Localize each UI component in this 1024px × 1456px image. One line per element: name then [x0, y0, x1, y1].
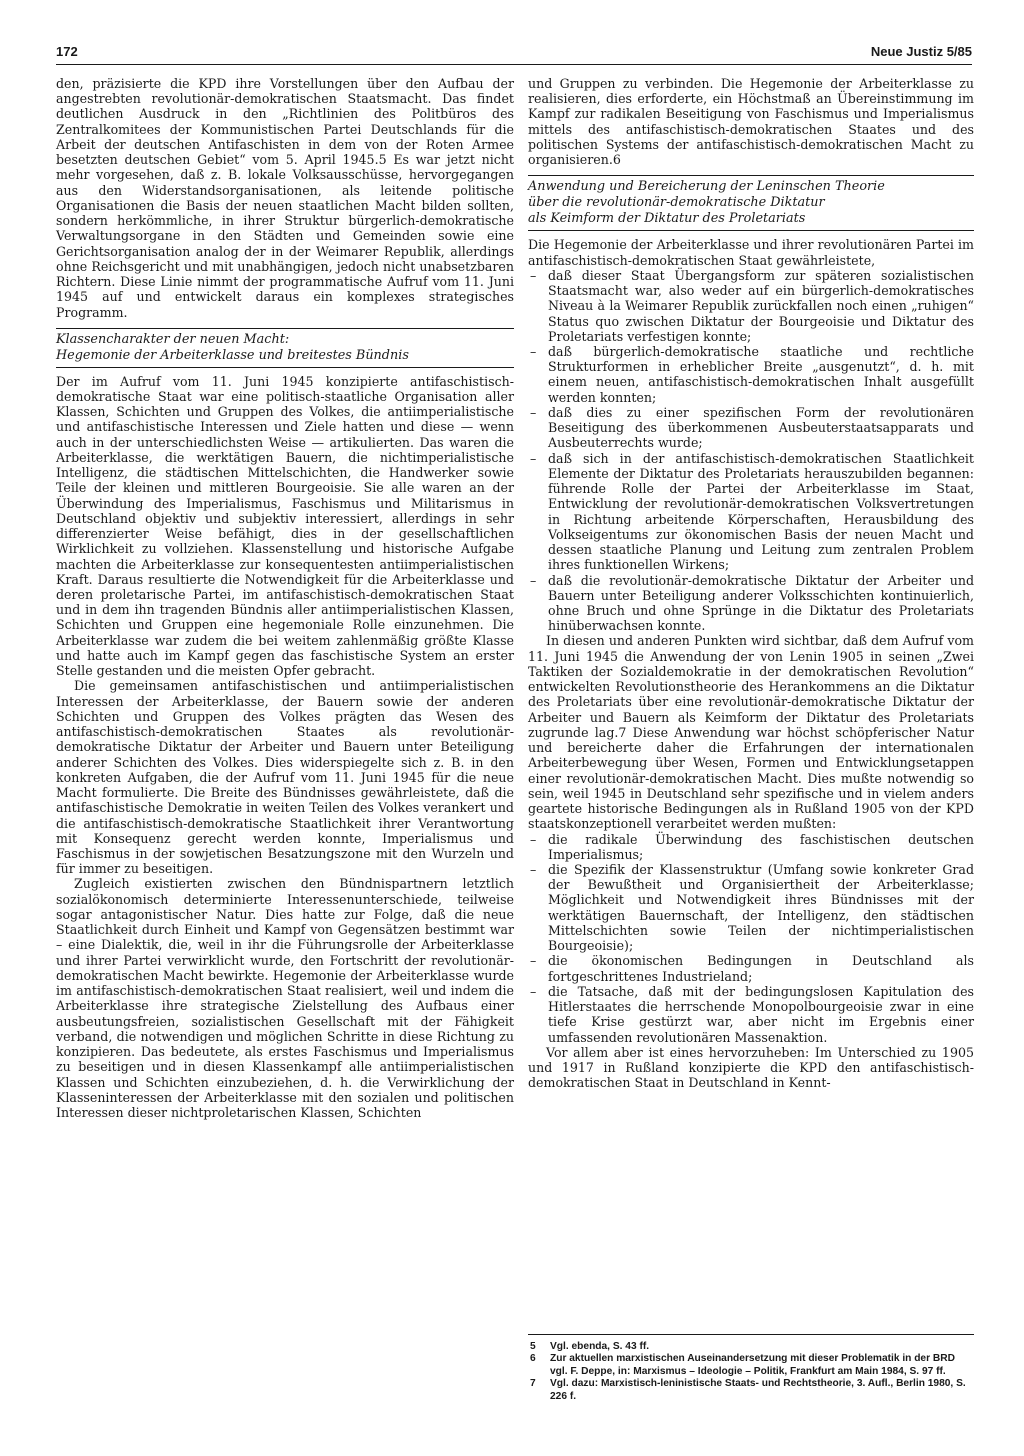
footnote-number: 7 — [530, 1378, 536, 1390]
heading-line: Klassencharakter der neuen Macht: — [56, 331, 290, 347]
list-item: – daß die revolutionär-demokratische Diktatur der Arbeiter und Bauern unter Beteiligung anderer Volksschichten kontinuierlich, ohne Bruch und ohne Sprünge in die Diktatur des Proletariats hinüberwachsen konnte. — [528, 573, 974, 634]
list-item: – daß dies zu einer spezifischen Form der revolutionären Beseitigung des überkommenen Ausbeuterstaatsapparats und Ausbeuterrechts wurde; — [528, 405, 974, 451]
list-item: – daß dieser Staat Übergangsform zur späteren sozialistischen Staatsmacht war, also weder auf ein bürgerlich-demokratisches Niveau à la Weimarer Republik zurückfallen noch einen „ruhigen“ Status quo zwischen Diktatur der Bourgeoisie und Diktatur des Proletariats verfestigen konnte; — [528, 268, 974, 344]
list-item: – die Spezifik der Klassenstruktur (Umfang sowie konkreter Grad der Bewußtheit und Organisiertheit der Arbeiterklasse; Möglichkeit und Notwendigkeit ihres Bündnisses mit der werktätigen Bauernschaft, der Intelligenz, den städtischen Mittelschichten sowie Teilen der nichtimperialistischen Bourgeoisie); — [528, 862, 974, 953]
journal-issue: Neue Justiz 5/85 — [870, 44, 972, 59]
list-item: – daß bürgerlich-demokratische staatliche und rechtliche Strukturformen in erheblicher Breite „ausgenutzt“, d. h. mit einem neuen, antifaschistisch-demokratischen Inhalt ausgefüllt werden konnten; — [528, 344, 974, 405]
page-header — [56, 42, 972, 65]
footnote-number: 6 — [530, 1353, 536, 1365]
heading-line: über die revolutionär-demokratische Diktatur — [528, 195, 825, 211]
section-heading — [528, 175, 974, 231]
footnote-text: Vgl. ebenda, S. 43 ff. — [550, 1341, 650, 1352]
section-heading — [56, 328, 514, 368]
right-column — [528, 76, 974, 1090]
footnote — [528, 1341, 974, 1353]
paragraph: In diesen und anderen Punkten wird sichtbar, daß dem Aufruf vom 11. Juni 1945 die Anwendung der von Lenin 1905 in seinen „Zwei Taktiken der Sozialdemokratie in der demokratischen Revolution“ entwickelten Revolutionstheorie des Herankommens an die Diktatur des Proletariats über eine revolutionär-demokratische Diktatur der Arbeiter und Bauern als Keimform der Diktatur des Proletariats zugrunde lag.7 Diese Anwendung war höchst schöpferischer Natur und bereicherte daher die Erfahrungen der internationalen Arbeiterbewegung über Wesen, Formen und Entwicklungsetappen einer revolutionär-demokratischen Macht. Dies mußte notwendig so sein, weil 1945 in Deutschland sehr spezifische und in vielem anders geartete historische Bedingungen als in Rußland 1905 von der KPD staatskonzeptionell verarbeitet werden mußten: — [528, 633, 974, 832]
footnote — [528, 1378, 974, 1403]
list-item: – daß sich in der antifaschistisch-demokratischen Staatlichkeit Elemente der Diktatur des Proletariats herauszubilden begannen: führende Rolle der Partei der Arbeiterklasse im Staat, Entwicklung der revolutionär-demokratischen Volksvertretungen in Richtung arbeitende Körperschaften, Herausbildung des Volkseigentums zur ökonomischen Basis der neuen Macht und dessen staatliche Planung und Leitung zum zentralen Problem ihres funktionellen Wirkens; — [528, 451, 974, 573]
left-column — [56, 76, 514, 1120]
footnotes — [528, 1334, 974, 1403]
dash-list — [528, 832, 974, 1045]
paragraph: Die Hegemonie der Arbeiterklasse und ihrer revolutionären Partei im antifaschistisch-demokratischen Staat gewährleistete, — [528, 237, 974, 268]
page-number: 172 — [56, 44, 78, 59]
list-item: – die Tatsache, daß mit der bedingungslosen Kapitulation des Hitlerstaates die herrschende Monopolbourgeoisie zwar in eine tiefe Krise gestürzt war, aber nicht im Ergebnis einer umfassenden revolutionären Massenaktion. — [528, 984, 974, 1045]
list-item: – die ökonomischen Bedingungen in Deutschland als fortgeschrittenes Industrieland; — [528, 953, 974, 983]
heading-line: Hegemonie der Arbeiterklasse und breitestes Bündnis — [56, 347, 409, 363]
footnote-number: 5 — [530, 1341, 536, 1352]
list-item: – die radikale Überwindung des faschistischen deutschen Imperialismus; — [528, 832, 974, 862]
paragraph: Der im Aufruf vom 11. Juni 1945 konzipierte antifaschistisch-demokratische Staat war eine politisch-staatliche Organisation aller Klassen, Schichten und Gruppen des Volkes, die antiimperialistische und antifaschistische Interessen und Ziele hatten und diese — wenn auch in der unterschiedlichsten Weise — artikulierten. Das waren die Arbeiterklasse, die werktätigen Bauern, die nichtimperialistische Intelligenz, die städtischen Mittelschichten, die Handwerker sowie Teile der kleinen und mittleren Bourgeoisie. Sie alle waren an der Überwindung des Imperialismus, Faschismus und Militarismus in Deutschland objektiv und subjektiv interessiert, allerdings in sehr differenzierter Weise befähigt, dies in der gesellschaftlichen Wirklichkeit zu vollziehen. Klassenstellung und historische Aufgabe machten die Arbeiterklasse zur konsequentesten antiimperialistischen Kraft. Daraus resultierte die Notwendigkeit für die Arbeiterklasse und deren proletarische Partei, im antifaschistisch-demokratischen Staat und in dem ihn tragenden Bündnis aller antiimperialistischen Klassen, Schichten und Gruppen eine hegemoniale Rolle einzunehmen. Die Arbeiterklasse war zudem die bei weitem zahlenmäßig größte Klasse und hatte auch im Kampf gegen das faschistische System an erster Stelle gestanden und die meisten Opfer gebracht. — [56, 373, 514, 679]
dash-list — [528, 268, 974, 634]
paragraph: und Gruppen zu verbinden. Die Hegemonie der Arbeiterklasse zu realisieren, dies erforderte, ein Höchstmaß an Übereinstimmung im Kampf zur radikalen Beseitigung von Faschismus und Imperialismus mittels des antifaschistisch-demokratischen Staates und des politischen Systems der antifaschistisch-demokratischen Macht zu organisieren.6 — [528, 76, 974, 168]
paragraph: Zugleich existierten zwischen den Bündnispartnern letztlich sozialökonomisch determinierte Interessenunterschiede, teilweise sogar antagonistischer Natur. Dies hatte zur Folge, daß die neue Staatlichkeit durch Einheit und Kampf von Gegensätzen bestimmt war – eine Dialektik, die, weil in ihr die Führungsrolle der Arbeiterklasse und ihrer Partei verwirklicht wurde, den Fortschritt der revolutionär-demokratischen Macht bewirkte. Hegemonie der Arbeiterklasse wurde im antifaschistisch-demokratischen Staat realisiert, weil und indem die Arbeiterklasse ihre strategische Zielstellung des Aufbaus einer ausbeutungsfreien, sozialistischen Gesellschaft mit der Fähigkeit verband, die notwendigen und möglichen Schritte in diese Richtung zu konzipieren. Das bedeutete, als erstes Faschismus und Imperialismus zu beseitigen und in diesen Klassenkampf alle antiimperialistischen Klassen und Schichten einzubeziehen, d. h. die Verwirklichung der Klasseninteressen der Arbeiterklasse mit den sozialen und politischen Interessen dieser nichtproletarischen Klassen, Schichten — [56, 876, 514, 1120]
heading-line: Anwendung und Bereicherung der Leninschen Theorie — [528, 179, 885, 195]
footnote-text: Vgl. dazu: Marxistisch-leninistische Staats- und Rechtstheorie, 3. Aufl., Berlin 1980, S. 226 f. — [550, 1378, 966, 1402]
footnote-text: Zur aktuellen marxistischen Auseinandersetzung mit dieser Problematik in der BRD vgl. F. Deppe, in: Marxismus – Ideologie – Politik, Frankfurt am Main 1984, S. 97 ff. — [550, 1353, 955, 1377]
heading-line: als Keimform der Diktatur des Proletariats — [528, 211, 806, 227]
footnote — [528, 1353, 974, 1378]
paragraph: den, präzisierte die KPD ihre Vorstellungen über den Aufbau der angestrebten revolutionär-demokratischen Staatsmacht. Das findet deutlichen Ausdruck in den „Richtlinien des Politbüros des Zentralkomitees der Kommunistischen Partei Deutschlands für die Arbeit der deutschen Antifaschisten in dem von der Roten Armee besetzten deutschen Gebiet“ vom 5. April 1945.5 Es war jetzt nicht mehr vorgesehen, daß z. B. lokale Volksausschüsse, hervorgegangen aus den Widerstandsorganisationen, als leitende politische Organisationen die Basis der neuen staatlichen Macht bilden sollten, sondern herkömmliche, in ihrer Struktur bürgerlich-demokratische Verwaltungsorgane in den Städten und Gemeinden sowie eine Gerichtsorganisation analog der in der Weimarer Republik, allerdings ohne Reichsgericht und mit unabhängigen, jedoch nicht unabsetzbaren Richtern. Diese Linie nimmt der programmatische Aufruf vom 11. Juni 1945 auf und entwickelt daraus ein komplexes strategisches Programm. — [56, 76, 514, 320]
paragraph: Vor allem aber ist eines hervorzuheben: Im Unterschied zu 1905 und 1917 in Rußland konzipierte die KPD den antifaschistisch-demokratischen Staat in Deutschland in Kennt- — [528, 1044, 974, 1091]
paragraph: Die gemeinsamen antifaschistischen und antiimperialistischen Interessen der Arbeiterklasse, der Bauern sowie der anderen Schichten und Gruppen des Volkes prägten das Wesen des antifaschistisch-demokratischen Staates als revolutionär-demokratische Diktatur der Arbeiter und Bauern unter Beteiligung anderer Schichten des Volkes. Dies widerspiegelte sich z. B. in den konkreten Aufgaben, die der Aufruf vom 11. Juni 1945 für die neue Macht formulierte. Die Breite des Bündnisses gewährleistete, daß die antifaschistische Demokratie in weiten Teilen des Volkes verankert und die antifaschistisch-demokratische Staatlichkeit ihrer Verantwortung mit Konsequenz gerecht werden konnte, Imperialismus und Faschismus in der sowjetischen Besatzungszone mit den Wurzeln und für immer zu beseitigen. — [56, 678, 514, 877]
